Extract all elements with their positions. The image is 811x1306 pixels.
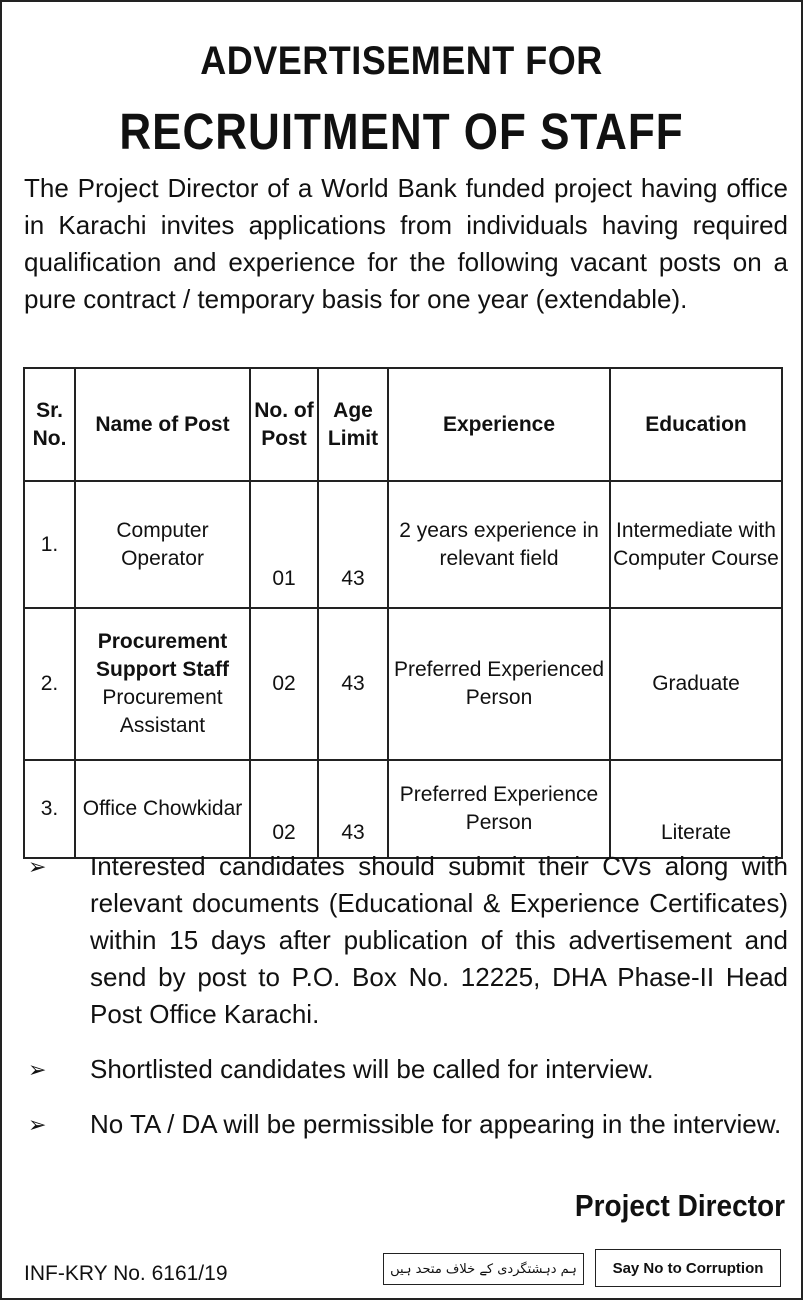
header-sr-no: Sr. No. bbox=[24, 368, 75, 481]
instruction-text: Interested candidates should submit their CVs along with relevant documents (Educational & Experience Certificates) within 15 days after publication of this advertisement and send by post to P.O. Box No. 12225, DHA Phase-II Head Post Office Karachi. bbox=[90, 851, 788, 1029]
cell-education: Intermediate with Computer Course bbox=[610, 481, 782, 608]
post-name: Computer Operator bbox=[116, 518, 209, 570]
corruption-slogan-text: Say No to Corruption bbox=[612, 1259, 764, 1277]
table-header-row bbox=[24, 368, 782, 481]
list-item bbox=[24, 1106, 788, 1143]
cell-experience: Preferred Experience Person bbox=[388, 760, 610, 858]
arrow-bullet-icon: ➢ bbox=[28, 1112, 47, 1137]
cell-experience: 2 years experience in relevant field bbox=[388, 481, 610, 608]
arrow-bullet-icon: ➢ bbox=[28, 854, 47, 879]
table-row bbox=[24, 608, 782, 760]
cell-no-of-post: 02 bbox=[250, 760, 318, 858]
instructions-list bbox=[24, 848, 788, 1161]
anti-terrorism-slogan-box bbox=[383, 1253, 584, 1285]
cell-post-name bbox=[75, 760, 250, 858]
cell-sr-no: 2. bbox=[24, 608, 75, 760]
cell-education: Graduate bbox=[610, 608, 782, 760]
list-item bbox=[24, 1051, 788, 1088]
cell-experience: Preferred Experienced Person bbox=[388, 608, 610, 760]
cell-post-name bbox=[75, 608, 250, 760]
header-age-limit: Age Limit bbox=[318, 368, 388, 481]
header-no-of-post: No. of Post bbox=[250, 368, 318, 481]
arrow-bullet-icon: ➢ bbox=[28, 1057, 47, 1082]
cell-sr-no: 3. bbox=[24, 760, 75, 858]
post-name: Office Chowkidar bbox=[82, 797, 243, 820]
instruction-text: No TA / DA will be permissible for appearing in the interview. bbox=[90, 1109, 782, 1139]
post-name: Procurement Assistant bbox=[102, 686, 223, 737]
signer-title: Project Director bbox=[574, 1188, 785, 1223]
urdu-slogan-text: ہم دہشتگردی کے خلاف متحد ہیں bbox=[390, 1261, 577, 1277]
table-row bbox=[24, 760, 782, 858]
cell-age-limit: 43 bbox=[318, 481, 388, 608]
instruction-text: Shortlisted candidates will be called for interview. bbox=[90, 1054, 654, 1084]
cell-sr-no: 1. bbox=[24, 481, 75, 608]
reference-number: INF-KRY No. 6161/19 bbox=[24, 1262, 228, 1285]
cell-age-limit: 43 bbox=[318, 760, 388, 858]
heading-recruitment-of-staff: RECRUITMENT OF STAFF bbox=[119, 104, 684, 161]
cell-no-of-post: 02 bbox=[250, 608, 318, 760]
cell-age-limit: 43 bbox=[318, 608, 388, 760]
anti-corruption-slogan-box bbox=[595, 1249, 781, 1287]
header-experience: Experience bbox=[388, 368, 610, 481]
header-name-of-post: Name of Post bbox=[75, 368, 250, 481]
heading-advertisement-for: ADVERTISEMENT FOR bbox=[200, 37, 603, 83]
table-row bbox=[24, 481, 782, 608]
header-education: Education bbox=[610, 368, 782, 481]
post-group-title: Procurement Support Staff bbox=[96, 630, 229, 681]
cell-no-of-post: 01 bbox=[250, 481, 318, 608]
intro-paragraph: The Project Director of a World Bank funded project having office in Karachi invites applications from individuals having required qualification and experience for the following vacant posts on a pure contract / temporary basis for one year (extendable). bbox=[24, 173, 788, 314]
vacancy-table bbox=[23, 367, 783, 859]
list-item bbox=[24, 848, 788, 1033]
cell-post-name bbox=[75, 481, 250, 608]
cell-education: Literate bbox=[610, 760, 782, 858]
